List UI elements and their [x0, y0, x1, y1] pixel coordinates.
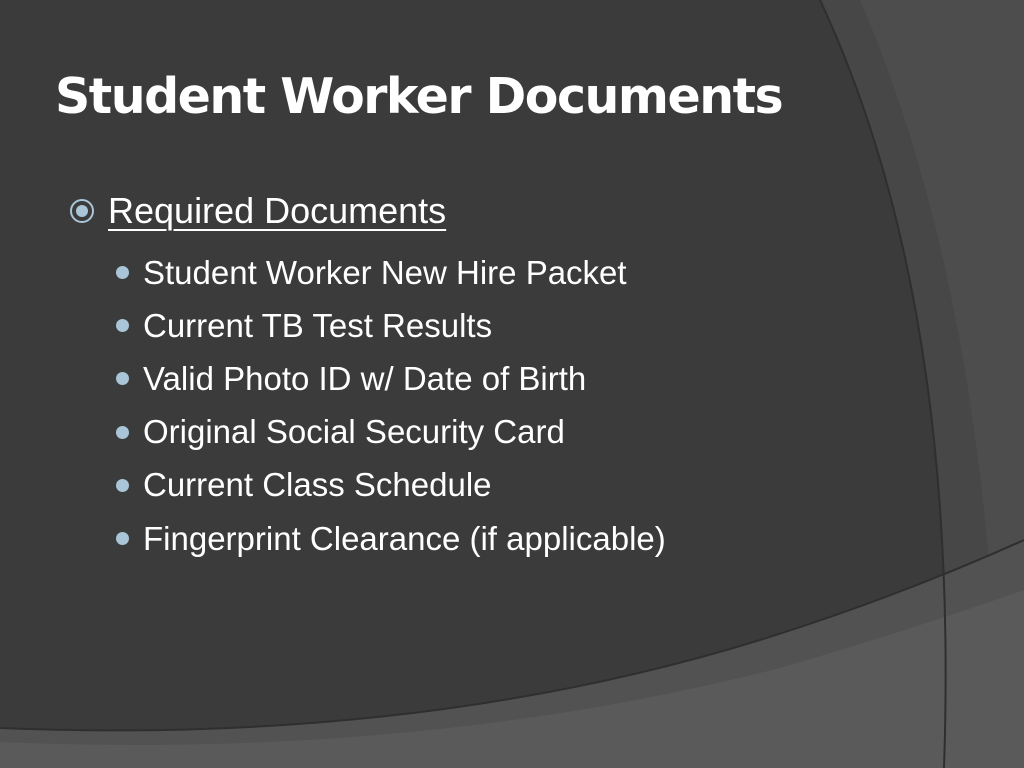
section-heading: Required Documents	[108, 190, 447, 231]
section-heading-row	[66, 190, 446, 232]
list-item	[116, 459, 666, 512]
list-item-text: Original Social Security Card	[143, 413, 565, 451]
bullet-dot-icon	[116, 532, 129, 545]
list-item-text: Current TB Test Results	[143, 306, 493, 344]
bullet-dot-icon	[116, 479, 129, 492]
bullet-dot-icon	[116, 372, 129, 385]
list-item	[116, 406, 666, 459]
circled-dot-icon	[66, 195, 98, 227]
required-documents-list	[116, 246, 666, 565]
list-item-text: Current Class Schedule	[143, 466, 492, 504]
list-item	[116, 246, 666, 299]
bullet-dot-icon	[116, 266, 129, 279]
bullet-dot-icon	[116, 319, 129, 332]
bullet-dot-icon	[116, 426, 129, 439]
list-item	[116, 299, 666, 352]
slide-title: Student Worker Documents	[55, 68, 783, 125]
list-item-text: Fingerprint Clearance (if applicable)	[143, 519, 666, 557]
list-item-text: Valid Photo ID w/ Date of Birth	[143, 359, 587, 397]
list-item	[116, 512, 666, 565]
list-item	[116, 352, 666, 405]
list-item-text: Student Worker New Hire Packet	[143, 253, 627, 291]
